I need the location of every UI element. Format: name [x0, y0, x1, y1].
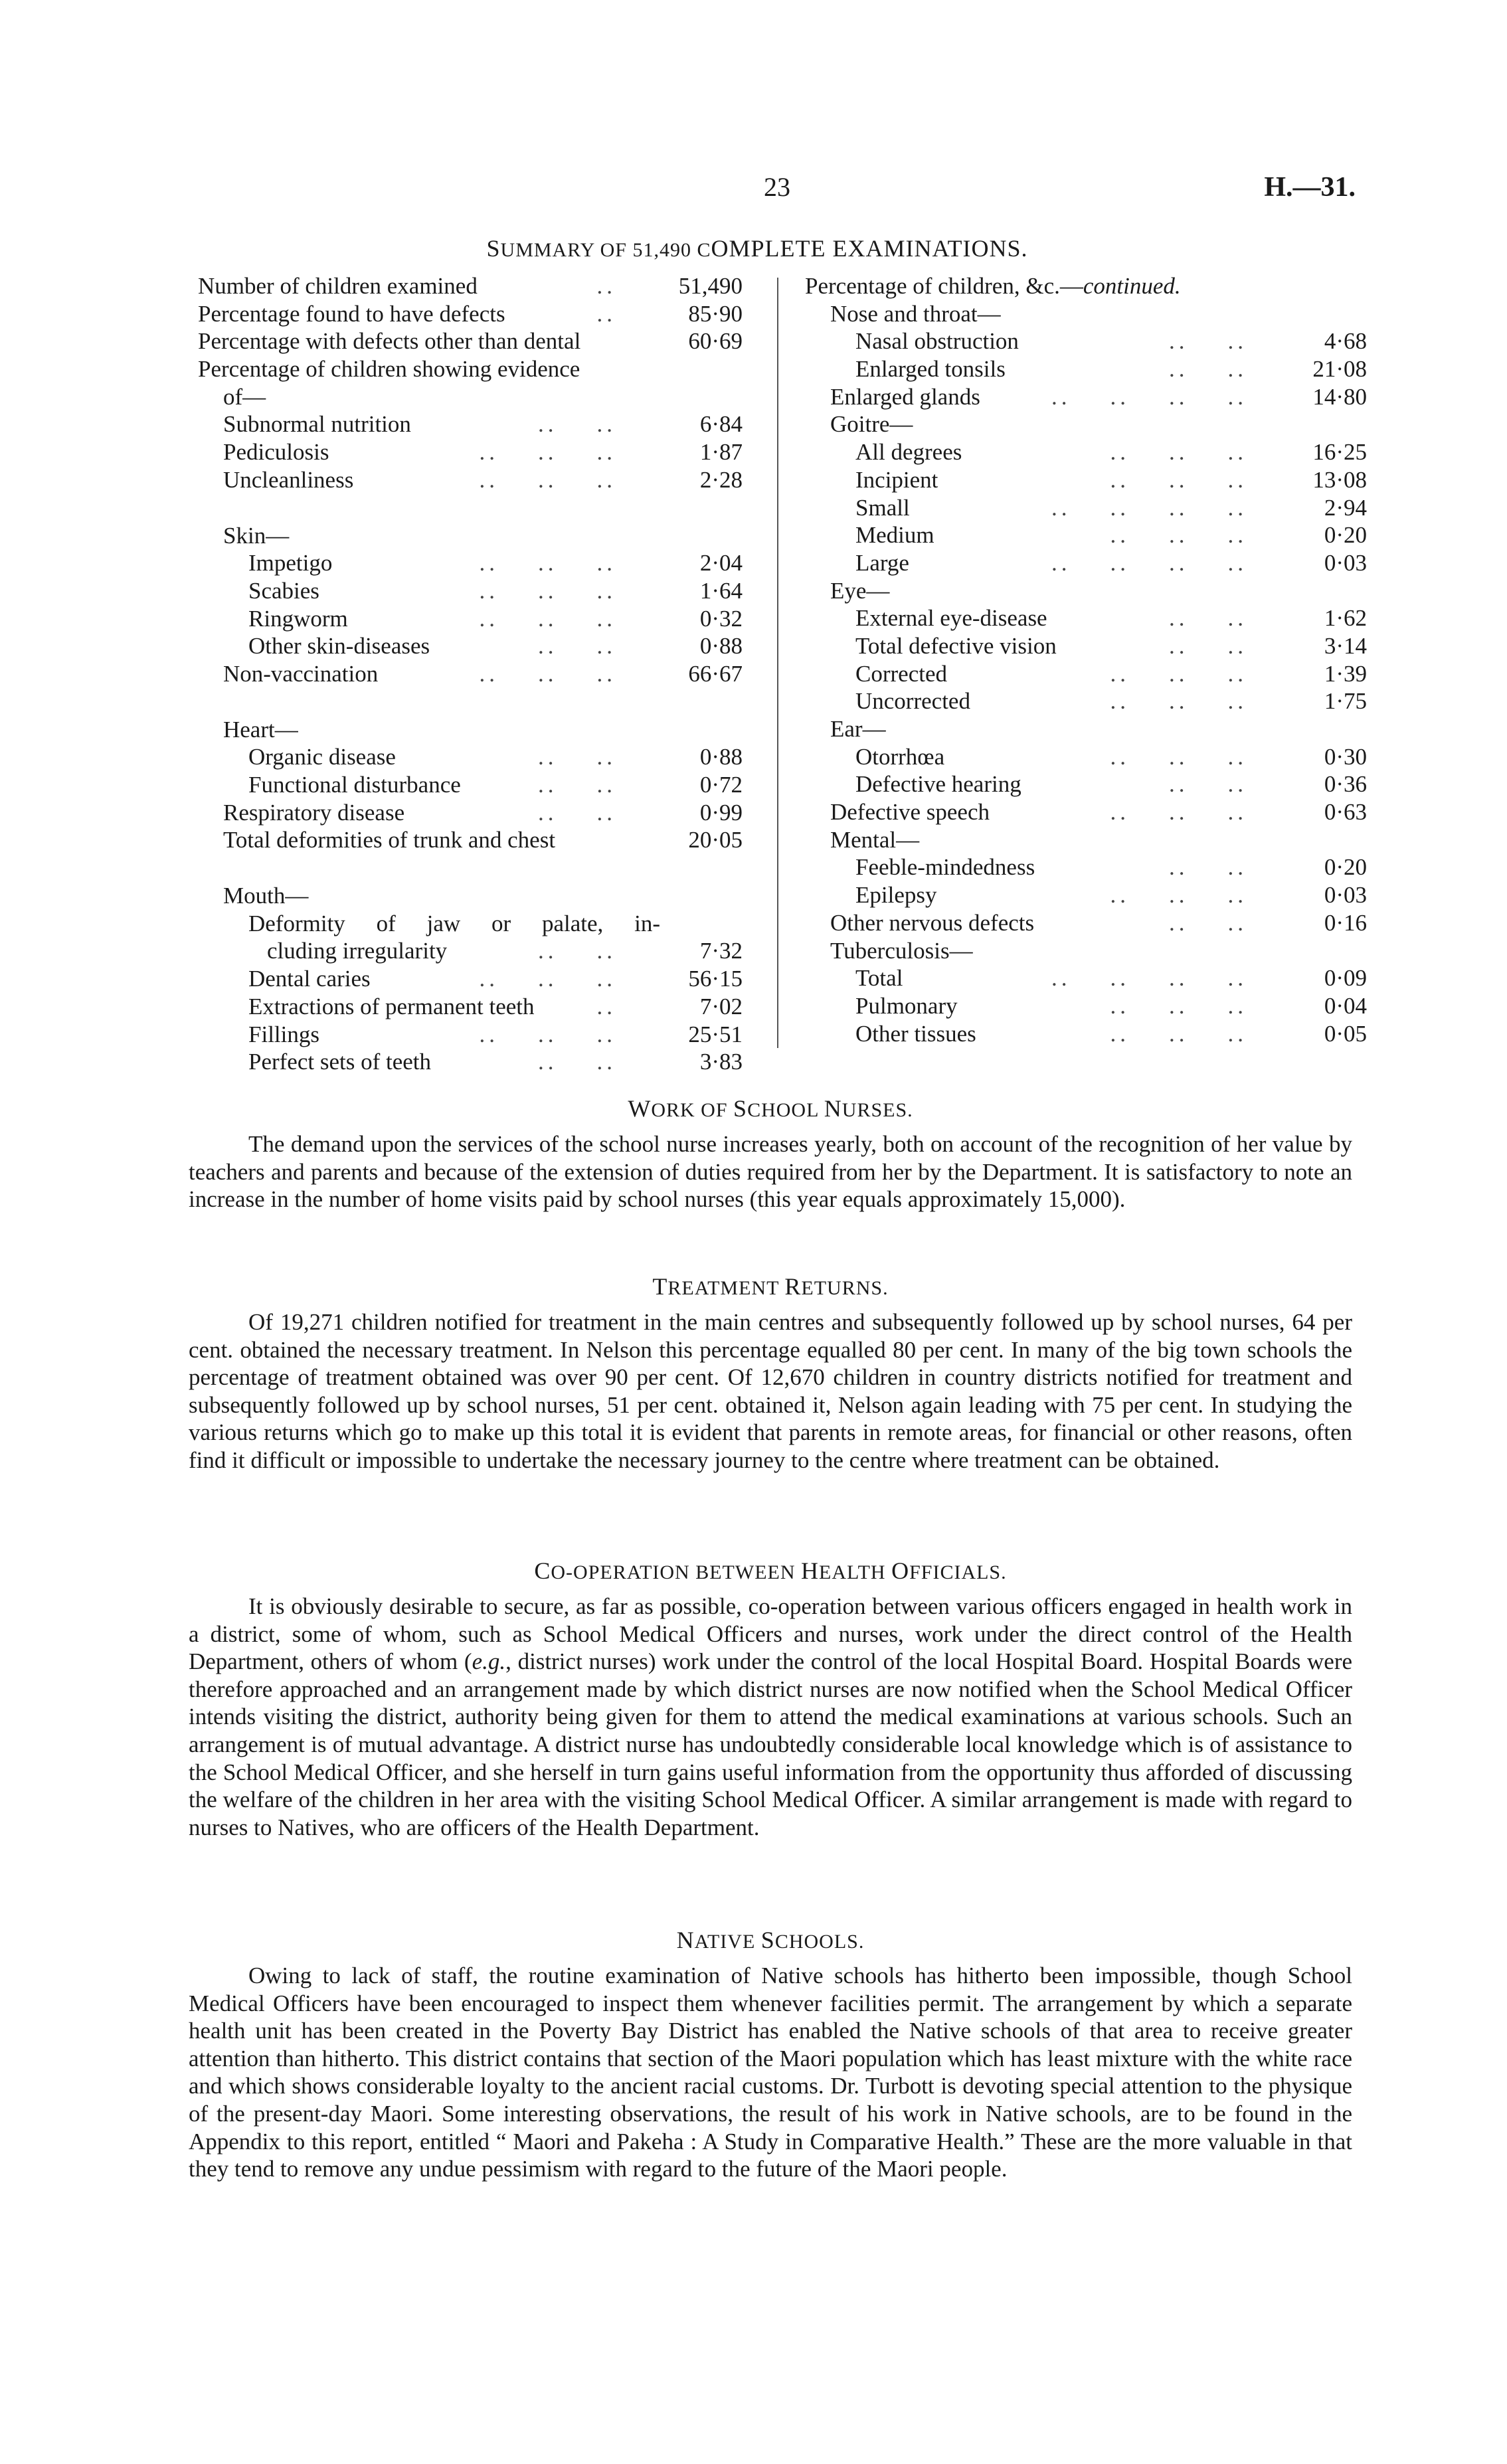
table-row: Total defective vision .. .. 3·14 — [855, 632, 1367, 659]
table-row: External eye-disease .. .. 1·62 — [855, 605, 1367, 632]
table-row: Defective hearing .. .. 0·36 — [855, 771, 1367, 798]
summary-right-column — [805, 272, 1367, 1047]
table-row: cluding irregularity .. .. 7·32 — [267, 938, 743, 964]
heading-text: XAMINATIONS. — [847, 235, 1028, 262]
table-row: Total deformities of trunk and chest 20·05 — [223, 827, 743, 853]
table-row: Fillings .. .. .. 25·51 — [248, 1021, 743, 1047]
section-heading: NATIVE SCHOOLS. — [676, 1927, 865, 1953]
table-row: Total .. .. .. .. 0·09 — [855, 965, 1367, 992]
row-value: 0·03 — [1324, 549, 1367, 576]
table-row: Epilepsy .. .. .. 0·03 — [855, 882, 1367, 909]
table-row: Ringworm .. .. .. 0·32 — [248, 605, 743, 632]
row-value: 21·08 — [1312, 356, 1367, 383]
row-value: 1·75 — [1324, 688, 1367, 715]
table-row: Feeble-mindedness .. .. 0·20 — [855, 854, 1367, 881]
document-reference: H.—31. — [1264, 172, 1356, 203]
table-row: Percentage with defects other than dental 60·69 — [198, 328, 743, 355]
row-value: 66·67 — [688, 660, 743, 687]
table-row: Defective speech .. .. .. 0·63 — [830, 799, 1367, 826]
row-value: 60·69 — [688, 328, 743, 355]
section-native-schools — [189, 1926, 1352, 2183]
table-row: Uncorrected .. .. .. 1·75 — [855, 688, 1367, 715]
section-heading: TREATMENT RETURNS. — [652, 1273, 889, 1300]
table-row: Large .. .. .. .. 0·03 — [855, 549, 1367, 576]
row-value: 4·68 — [1324, 328, 1367, 355]
table-row: of— — [223, 383, 266, 410]
row-value: 0·09 — [1324, 965, 1367, 992]
row-value: 0·63 — [1324, 799, 1367, 826]
row-value: 3·83 — [699, 1049, 743, 1075]
table-row: Other skin-diseases .. .. 0·88 — [248, 633, 743, 660]
paragraph: Owing to lack of staff, the routine examination of Native schools has hitherto been impossible, though School Medical Officers have been encouraged to inspect them whenever facilities permit. The arrangement by which a separate health unit has been created in the Poverty Bay District has enabled the Native schools of that area to receive greater attention than hitherto. This district contains that section of the Maori population which has least mixture with the white race and which shows considerable loyalty to the ancient racial customs. Dr. Turbott is devoting special attention to the physique of the present-day Maori. Some interesting observations, the result of his work in Native schools, are to be found in the Appendix to this report, entitled “ Maori and Pakeha : A Study in Comparative Health.” These are the more valuable in that they tend to remove any undue pessimism with regard to the future of the Maori people. — [189, 1963, 1352, 2182]
summary-left-column — [198, 272, 743, 1076]
section-cooperation — [189, 1557, 1352, 1841]
paragraph: It is obviously desirable to secure, as far as possible, co-operation between various officers engaged in health work in a district, some of whom, such as School Medical Officers and nurses, work under the direct control of the Health Department, others of whom (e.g., district nurses) work under the control of the local Hospital Board. Hospital Boards were therefore approached and an arrangement made by which district nurses are now notified when the School Medical Officer intends visiting the district, authority being given for them to attend the medical examinations at various schools. Such an arrangement is of mutual advantage. A district nurse has undoubtedly considerable local knowledge which is of assistance to the School Medical Officer, and she herself in turn gains useful information from the opportunity thus afforded of discussing the welfare of the children in her area with the visiting School Medical Officer. A similar arrangement is made with regard to nurses to Natives, who are officers of the Health Department. — [189, 1593, 1353, 1840]
row-value: 0·05 — [1324, 1020, 1367, 1047]
row-value: 2·94 — [1324, 494, 1367, 521]
row-value: 1·64 — [699, 577, 743, 604]
row-value: 51,490 — [678, 273, 743, 299]
summary-heading — [193, 234, 1322, 262]
row-value: 0·32 — [699, 605, 743, 632]
row-value: 14·80 — [1312, 383, 1367, 410]
row-value: 0·99 — [699, 799, 743, 826]
table-row: Functional disturbance .. .. 0·72 — [248, 772, 743, 798]
table-row: Dental caries .. .. .. 56·15 — [248, 966, 743, 992]
table-row: Small .. .. .. .. 2·94 — [855, 494, 1367, 521]
table-row: Medium .. .. .. 0·20 — [855, 522, 1367, 549]
row-value: 7·32 — [699, 938, 743, 964]
table-row: Percentage of children, &c.—continued. — [805, 273, 1181, 299]
table-row: Enlarged glands .. .. .. .. 14·80 — [830, 383, 1367, 410]
page-number: 23 — [764, 172, 790, 202]
table-row: Organic disease .. .. 0·88 — [248, 744, 743, 770]
row-value: 0·30 — [1324, 743, 1367, 770]
table-row: Pediculosis .. .. .. 1·87 — [223, 439, 743, 466]
row-value: 0·20 — [1324, 522, 1367, 549]
table-row: Number of children examined .. 51,490 — [198, 273, 743, 299]
section-treatment-returns — [189, 1273, 1352, 1474]
row-value: 16·25 — [1312, 439, 1367, 466]
table-row: Skin— — [223, 522, 290, 549]
row-value: 2·04 — [699, 550, 743, 576]
table-row: Extractions of permanent teeth .. 7·02 — [248, 993, 743, 1019]
table-row: Perfect sets of teeth .. .. 3·83 — [248, 1049, 743, 1075]
table-row: Impetigo .. .. .. 2·04 — [248, 550, 743, 576]
column-divider — [777, 278, 778, 1048]
row-value: 6·84 — [699, 411, 743, 438]
row-value: 85·90 — [688, 300, 743, 327]
table-row: Enlarged tonsils .. .. 21·08 — [855, 356, 1367, 383]
table-row: Percentage found to have defects .. 85·90 — [198, 300, 743, 327]
section-school-nurses — [189, 1095, 1352, 1213]
table-row: Mouth— — [223, 883, 309, 909]
row-value: 0·04 — [1324, 992, 1367, 1019]
table-row: Percentage of children showing evidence — [198, 356, 580, 383]
table-row: Ear— — [830, 716, 886, 742]
row-value: 0·88 — [699, 744, 743, 770]
table-row: Non-vaccination .. .. .. 66·67 — [223, 660, 743, 687]
table-row: Deformity of jaw or palate, in- — [248, 910, 660, 936]
row-value: 25·51 — [688, 1021, 743, 1047]
table-row: Uncleanliness .. .. .. 2·28 — [223, 466, 743, 493]
heading-initial: S — [486, 235, 501, 262]
row-value: 0·03 — [1324, 882, 1367, 909]
table-row: Other nervous defects .. .. 0·16 — [830, 909, 1367, 936]
table-row: Corrected .. .. .. 1·39 — [855, 660, 1367, 687]
paragraph: The demand upon the services of the school nurse increases yearly, both on account of the recognition of her value by teachers and parents and because of the extension of duties required from her by the Department. It is satisfactory to note an increase in the number of home visits paid by school nurses (this year equals approximately 15,000). — [189, 1131, 1352, 1213]
table-row: Eye— — [830, 577, 890, 604]
table-row: Tuberculosis— — [830, 937, 973, 964]
row-value: 1·87 — [699, 439, 743, 466]
table-row: Goitre— — [830, 411, 913, 438]
table-row: Respiratory disease .. .. 0·99 — [223, 799, 743, 826]
table-row: Other tissues .. .. .. 0·05 — [855, 1020, 1367, 1047]
row-value: 1·62 — [1324, 605, 1367, 632]
row-value: 0·36 — [1324, 771, 1367, 798]
table-row: Incipient .. .. .. 13·08 — [855, 466, 1367, 493]
heading-text: UMMARY OF 51,490 C — [500, 239, 711, 261]
row-value: 1·39 — [1324, 660, 1367, 687]
row-value: 7·02 — [699, 993, 743, 1019]
row-value: 0·72 — [699, 772, 743, 798]
table-row: Otorrhœa .. .. .. 0·30 — [855, 743, 1367, 770]
table-row: Scabies .. .. .. 1·64 — [248, 577, 743, 604]
table-row: Nasal obstruction .. .. 4·68 — [855, 328, 1367, 355]
table-row: All degrees .. .. .. 16·25 — [855, 439, 1367, 466]
table-row: Nose and throat— — [830, 300, 1001, 327]
row-value: 2·28 — [699, 466, 743, 493]
row-value: 13·08 — [1312, 466, 1367, 493]
section-heading: CO-OPERATION BETWEEN HEALTH OFFICIALS. — [534, 1557, 1007, 1584]
table-row: Mental— — [830, 826, 920, 853]
row-value: 3·14 — [1324, 632, 1367, 659]
table-row: Pulmonary .. .. .. 0·04 — [855, 992, 1367, 1019]
row-value: 56·15 — [688, 966, 743, 992]
table-row: Heart— — [223, 716, 298, 743]
heading-text: OMPLETE E — [711, 235, 848, 262]
row-value: 20·05 — [688, 827, 743, 853]
paragraph: Of 19,271 children notified for treatment in the main centres and subsequently followed up by school nurses, 64 per cent. obtained the necessary treatment. In Nelson this percentage equalled 80 per cent. In many of the big town schools the percentage of treatment obtained was over 90 per cent. Of 12,670 children in country districts notified for treatment and subsequently followed up by school nurses, 51 per cent. obtained it, Nelson again leading with 75 per cent. In studying the various returns which go to make up this total it is evident that parents in remote areas, for financial or other reasons, often find it difficult or impossible to undertake the necessary journey to the centre where treatment can be obtained. — [189, 1309, 1352, 1473]
table-row: Subnormal nutrition .. .. 6·84 — [223, 411, 743, 438]
section-heading: WORK OF SCHOOL NURSES. — [628, 1095, 913, 1122]
row-value: 0·16 — [1324, 909, 1367, 936]
row-value: 0·20 — [1324, 854, 1367, 881]
row-value: 0·88 — [699, 633, 743, 660]
